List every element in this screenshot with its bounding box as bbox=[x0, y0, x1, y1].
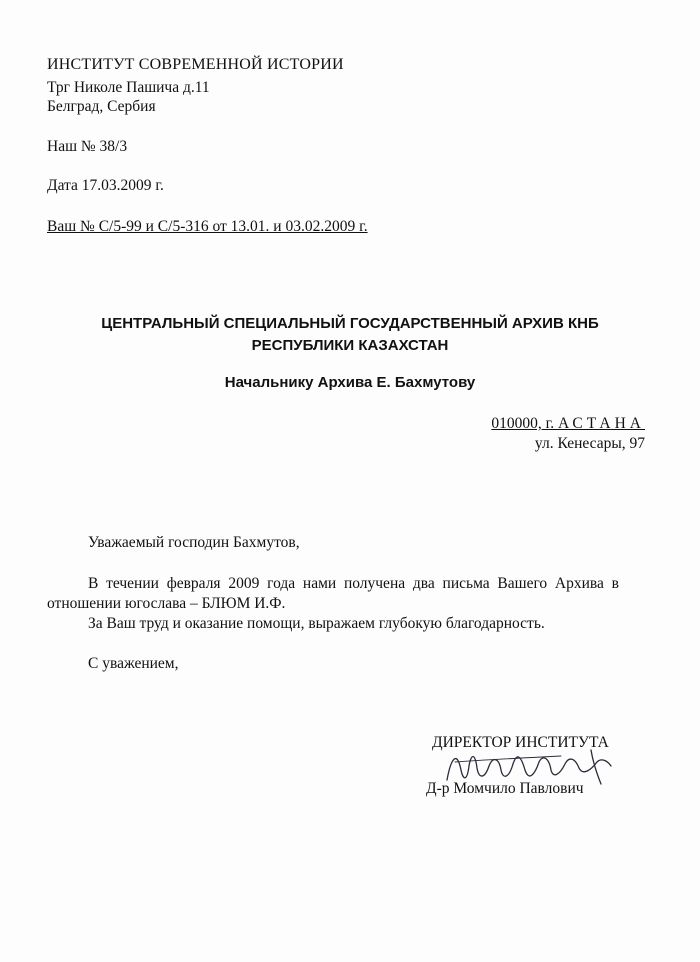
thanks-line: За Ваш труд и оказание помощи, выражаем глубокую благодарность. bbox=[88, 615, 545, 632]
letter-date: Дата 17.03.2009 г. bbox=[47, 177, 164, 194]
sender-address: Трг Николе Пашича д.11 bbox=[47, 79, 210, 96]
our-reference-number: Наш № 38/3 bbox=[47, 138, 128, 155]
your-reference-number: Ваш № С/5-99 и С/5-316 от 13.01. и 03.02.2009 г. bbox=[47, 218, 368, 235]
salutation: Уважаемый господин Бахмутов, bbox=[88, 534, 300, 551]
closing: С уважением, bbox=[88, 655, 179, 672]
signature-title: ДИРЕКТОР ИНСТИТУТА bbox=[432, 734, 609, 751]
body-paragraph: В течении февраля 2009 года нами получена два письма Вашего Архива в отношении югослава – БЛЮМ И.Ф. bbox=[47, 575, 619, 612]
sender-city: Белград, Сербия bbox=[47, 98, 156, 115]
sender-institution: ИНСТИТУТ СОВРЕМЕННОЙ ИСТОРИИ bbox=[47, 56, 344, 73]
postal-city: АСТАНА bbox=[557, 415, 645, 432]
recipient-postal-address bbox=[491, 414, 645, 434]
recipient-organization-line2: РЕСПУБЛИКИ КАЗАХСТАН bbox=[251, 337, 449, 354]
recipient-person: Начальнику Архива Е. Бахмутову bbox=[224, 374, 476, 391]
signature-name: Д-р Момчило Павлович bbox=[426, 780, 584, 797]
recipient-organization bbox=[0, 313, 700, 357]
postal-prefix: 010000, г. bbox=[491, 415, 558, 432]
recipient-street: ул. Кенесары, 97 bbox=[534, 435, 645, 452]
recipient-organization-line1: ЦЕНТРАЛЬНЫЙ СПЕЦИАЛЬНЫЙ ГОСУДАРСТВЕННЫЙ АРХИВ КНБ bbox=[101, 315, 599, 332]
